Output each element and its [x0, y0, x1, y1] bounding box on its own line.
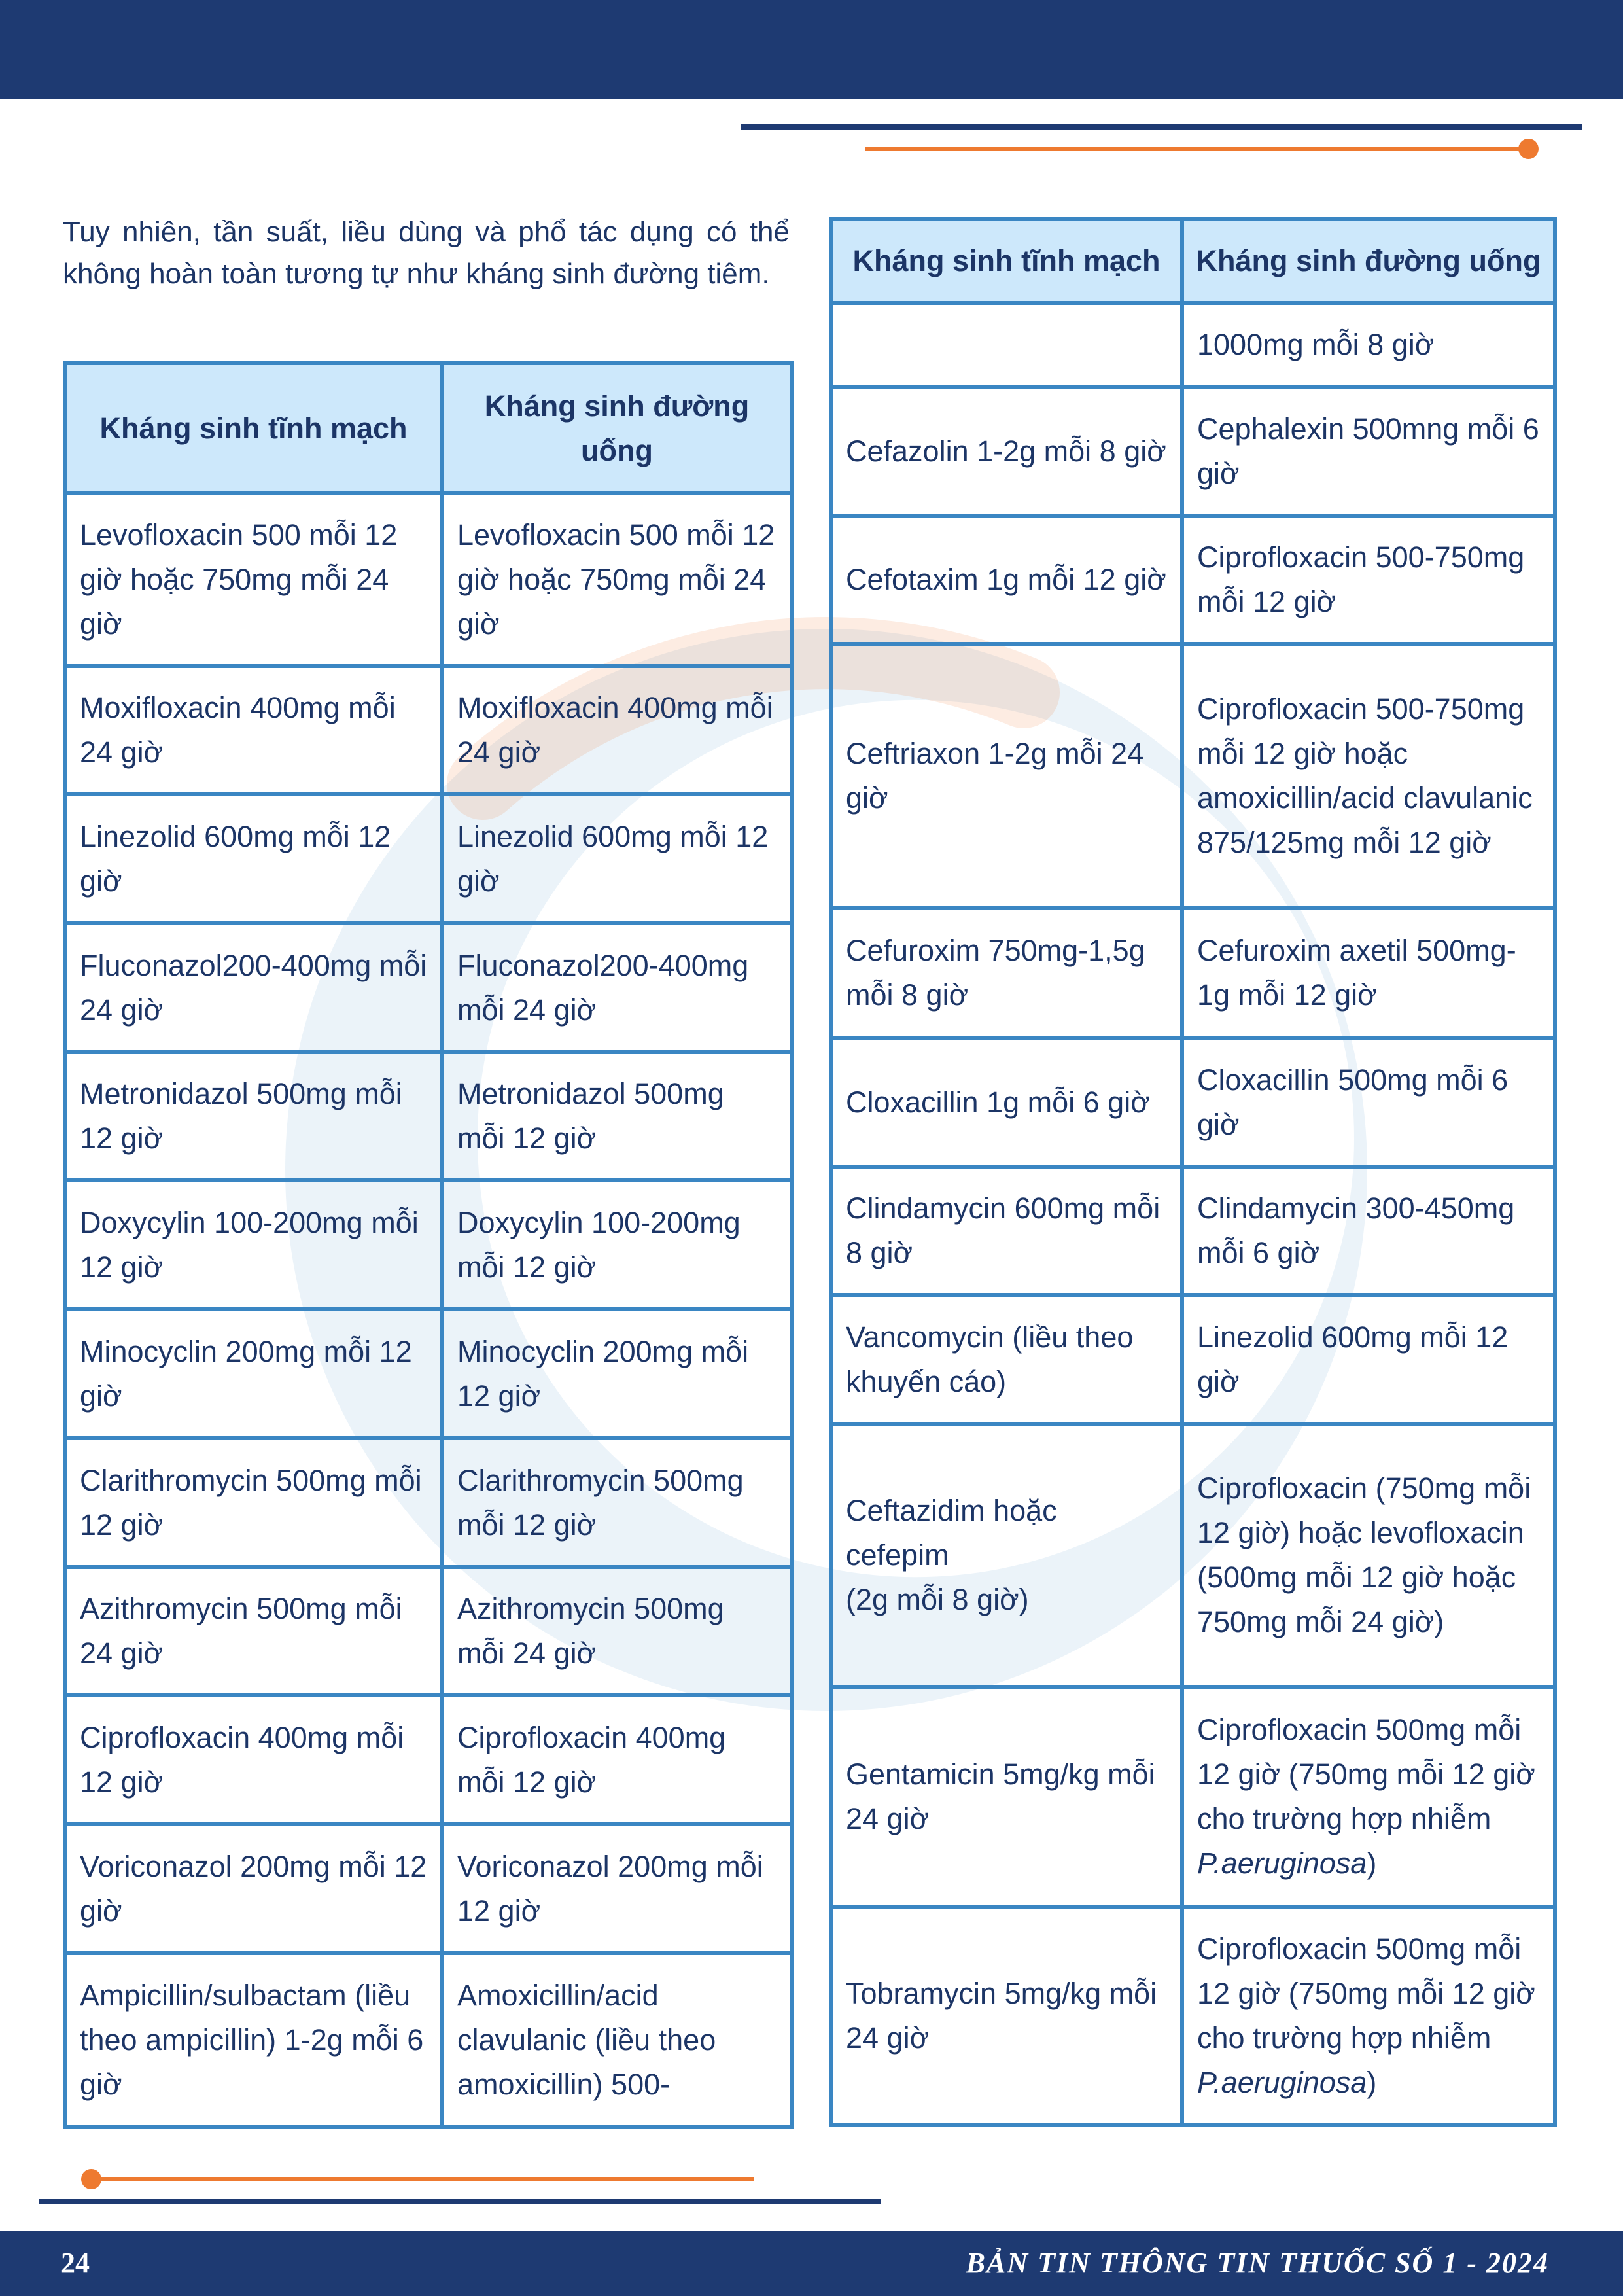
- oral-dose-cell: Linezolid 600mg mỗi 12 giờ: [1182, 1295, 1555, 1424]
- oral-dose-cell: [1182, 1687, 1555, 1907]
- oral-dose-cell: Clarithromycin 500mg mỗi 12 giờ: [442, 1438, 792, 1567]
- table-row: [65, 1438, 792, 1567]
- oral-dose-cell: Metronidazol 500mg mỗi 12 giờ: [442, 1052, 792, 1180]
- table-row: [65, 1695, 792, 1824]
- footer-orange-rule: [91, 2177, 754, 2181]
- iv-dose-cell: Cefotaxim 1g mỗi 12 giờ: [831, 516, 1182, 644]
- table-header-row: [831, 219, 1555, 303]
- table-row: [65, 1953, 792, 2127]
- oral-dose-cell: Ciprofloxacin 500-750mg mỗi 12 giờ: [1182, 516, 1555, 644]
- iv-dose-cell: Ampicillin/sulbactam (liều theo ampicillin) 1-2g mỗi 6 giờ: [65, 1953, 442, 2127]
- table-row: [831, 1295, 1555, 1424]
- iv-dose-cell: Clindamycin 600mg mỗi 8 giờ: [831, 1167, 1182, 1295]
- iv-dose-cell: Ciprofloxacin 400mg mỗi 12 giờ: [65, 1695, 442, 1824]
- oral-dose-cell: Moxifloxacin 400mg mỗi 24 giờ: [442, 666, 792, 794]
- table-row: [831, 387, 1555, 516]
- cell-text: Ciprofloxacin 500mg mỗi 12 giờ (750mg mỗi 12 giờ cho trường hợp nhiễm: [1197, 1713, 1535, 1835]
- table-row: [65, 1309, 792, 1438]
- table-header-row: [65, 363, 792, 493]
- oral-dose-cell: 1000mg mỗi 8 giờ: [1182, 303, 1555, 387]
- oral-dose-cell: Cephalexin 500mng mỗi 6 giờ: [1182, 387, 1555, 516]
- iv-dose-cell: Linezolid 600mg mỗi 12 giờ: [65, 794, 442, 923]
- cell-text: ): [1367, 1846, 1377, 1880]
- oral-dose-cell: Doxycylin 100-200mg mỗi 12 giờ: [442, 1180, 792, 1309]
- header-iv-antibiotic: Kháng sinh tĩnh mạch: [831, 219, 1182, 303]
- header-orange-rule: [865, 147, 1528, 151]
- organism-name: P.aeruginosa: [1197, 1846, 1367, 1880]
- footer-bar: [0, 2231, 1623, 2296]
- table-row: [831, 908, 1555, 1038]
- iv-dose-cell: Azithromycin 500mg mỗi 24 giờ: [65, 1567, 442, 1695]
- footer-navy-rule: [39, 2199, 881, 2204]
- header-iv-antibiotic: Kháng sinh tĩnh mạch: [65, 363, 442, 493]
- header-oral-antibiotic: Kháng sinh đường uống: [442, 363, 792, 493]
- table-row: [65, 923, 792, 1052]
- oral-dose-cell: Linezolid 600mg mỗi 12 giờ: [442, 794, 792, 923]
- header-orange-dot: [1518, 139, 1539, 159]
- iv-dose-cell: [831, 303, 1182, 387]
- oral-dose-cell: Amoxicillin/acid clavulanic (liều theo amoxicillin) 500-: [442, 1953, 792, 2127]
- iv-dose-cell: Metronidazol 500mg mỗi 12 giờ: [65, 1052, 442, 1180]
- antibiotic-switch-table-left: [63, 361, 794, 2129]
- header-oral-antibiotic: Kháng sinh đường uống: [1182, 219, 1555, 303]
- iv-dose-cell: Moxifloxacin 400mg mỗi 24 giờ: [65, 666, 442, 794]
- page-number: 24: [61, 2247, 90, 2279]
- cell-text: Ciprofloxacin 500mg mỗi 12 giờ (750mg mỗi 12 giờ cho trường hợp nhiễm: [1197, 1932, 1535, 2055]
- footer-orange-dot: [81, 2169, 101, 2189]
- oral-dose-cell: Clindamycin 300-450mg mỗi 6 giờ: [1182, 1167, 1555, 1295]
- iv-dose-cell: Ceftriaxon 1-2g mỗi 24 giờ: [831, 644, 1182, 908]
- table-row: [65, 1052, 792, 1180]
- table-row: [65, 1180, 792, 1309]
- oral-dose-cell: Ciprofloxacin 500-750mg mỗi 12 giờ hoặc amoxicillin/acid clavulanic 875/125mg mỗi 12 giờ: [1182, 644, 1555, 908]
- iv-dose-cell: Tobramycin 5mg/kg mỗi 24 giờ: [831, 1907, 1182, 2125]
- table-row: [65, 1824, 792, 1953]
- table-row: [65, 794, 792, 923]
- oral-dose-cell: Levofloxacin 500 mỗi 12 giờ hoặc 750mg mỗi 24 giờ: [442, 493, 792, 666]
- iv-dose-cell: Levofloxacin 500 mỗi 12 giờ hoặc 750mg mỗi 24 giờ: [65, 493, 442, 666]
- table-row: [831, 1907, 1555, 2125]
- oral-dose-cell: [1182, 1907, 1555, 2125]
- organism-name: P.aeruginosa: [1197, 2065, 1367, 2099]
- oral-dose-cell: Voriconazol 200mg mỗi 12 giờ: [442, 1824, 792, 1953]
- iv-dose-cell: Cefuroxim 750mg-1,5g mỗi 8 giờ: [831, 908, 1182, 1038]
- oral-dose-cell: Ciprofloxacin (750mg mỗi 12 giờ) hoặc levofloxacin (500mg mỗi 12 giờ hoặc 750mg mỗi 24 giờ): [1182, 1424, 1555, 1687]
- iv-dose-cell: Minocyclin 200mg mỗi 12 giờ: [65, 1309, 442, 1438]
- oral-dose-cell: Cefuroxim axetil 500mg-1g mỗi 12 giờ: [1182, 908, 1555, 1038]
- header-navy-rule: [741, 124, 1582, 130]
- table-row: [831, 1167, 1555, 1295]
- table-row: [65, 493, 792, 666]
- iv-dose-cell: Gentamicin 5mg/kg mỗi 24 giờ: [831, 1687, 1182, 1907]
- iv-dose-cell: Voriconazol 200mg mỗi 12 giờ: [65, 1824, 442, 1953]
- table-row: [831, 303, 1555, 387]
- antibiotic-switch-table-right: [829, 217, 1557, 2127]
- oral-dose-cell: Azithromycin 500mg mỗi 24 giờ: [442, 1567, 792, 1695]
- table-row: [831, 516, 1555, 644]
- iv-dose-cell: Clarithromycin 500mg mỗi 12 giờ: [65, 1438, 442, 1567]
- iv-dose-cell: Fluconazol200-400mg mỗi 24 giờ: [65, 923, 442, 1052]
- table-row: [831, 1038, 1555, 1167]
- intro-paragraph: Tuy nhiên, tần suất, liều dùng và phổ tác dụng có thể không hoàn toàn tương tự như kháng sinh đường tiêm.: [63, 216, 790, 290]
- iv-dose-cell: Vancomycin (liều theo khuyến cáo): [831, 1295, 1182, 1424]
- iv-dose-cell: Cloxacillin 1g mỗi 6 giờ: [831, 1038, 1182, 1167]
- iv-dose-cell: Cefazolin 1-2g mỗi 8 giờ: [831, 387, 1182, 516]
- publication-title: BẢN TIN THÔNG TIN THUỐC SỐ 1 - 2024: [966, 2247, 1549, 2279]
- cell-text: ): [1367, 2065, 1377, 2099]
- oral-dose-cell: Ciprofloxacin 400mg mỗi 12 giờ: [442, 1695, 792, 1824]
- iv-dose-cell: Doxycylin 100-200mg mỗi 12 giờ: [65, 1180, 442, 1309]
- table-row: [65, 666, 792, 794]
- table-row: [65, 1567, 792, 1695]
- iv-dose-cell: Ceftazidim hoặc cefepim (2g mỗi 8 giờ): [831, 1424, 1182, 1687]
- table-row: [831, 644, 1555, 908]
- oral-dose-cell: Fluconazol200-400mg mỗi 24 giờ: [442, 923, 792, 1052]
- oral-dose-cell: Minocyclin 200mg mỗi 12 giờ: [442, 1309, 792, 1438]
- table-row: [831, 1424, 1555, 1687]
- oral-dose-cell: Cloxacillin 500mg mỗi 6 giờ: [1182, 1038, 1555, 1167]
- table-row: [831, 1687, 1555, 1907]
- header-bar: [0, 0, 1623, 99]
